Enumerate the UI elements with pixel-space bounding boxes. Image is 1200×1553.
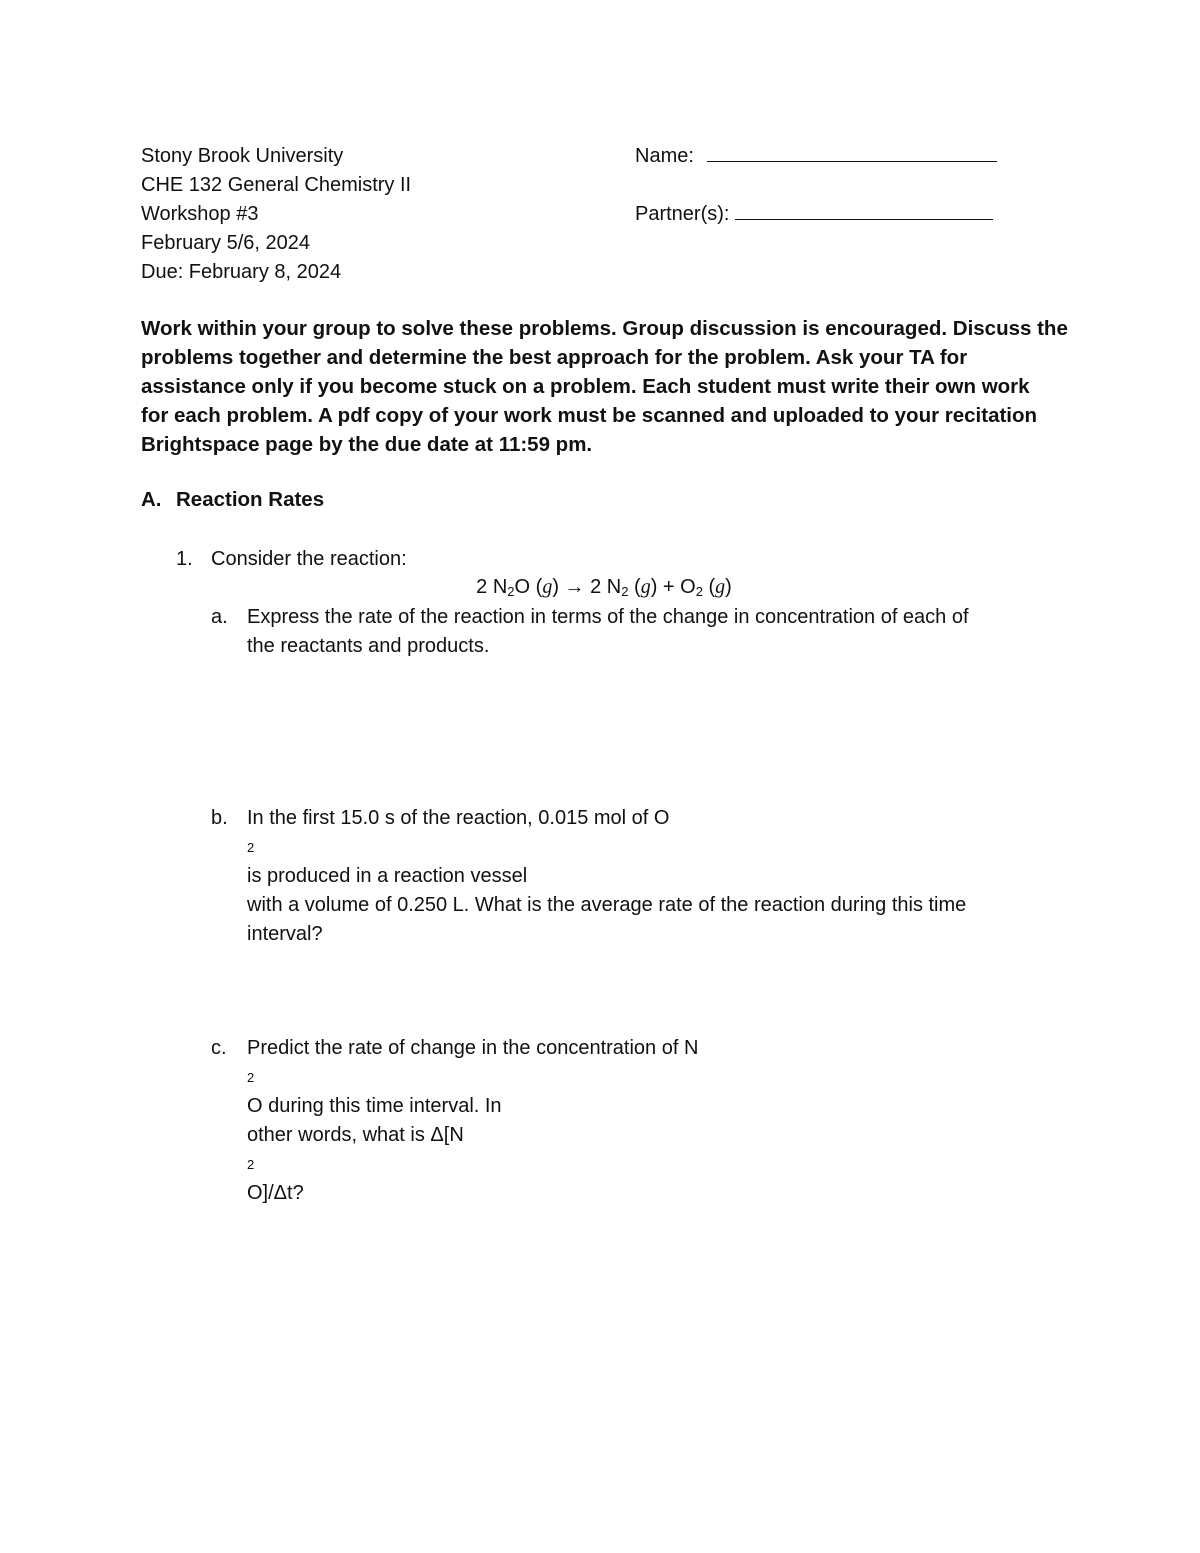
eq-part: ) + O — [650, 576, 696, 598]
part-a — [211, 603, 1071, 661]
eq-part: ) — [552, 576, 559, 598]
part-b — [211, 804, 1071, 949]
instructions-paragraph — [141, 314, 1068, 459]
eq-part: 2 N — [590, 576, 622, 598]
eq-part: O ( — [514, 576, 543, 598]
section-letter: A. — [141, 488, 162, 511]
instructions-line: Brightspace page by the due date at 11:59 pm. — [141, 433, 593, 456]
part-label: b. — [211, 807, 228, 829]
part-label: c. — [211, 1037, 227, 1059]
part-line: other words, what is Δ[N 2 O]/Δt? — [247, 1124, 464, 1204]
header-course: CHE 132 General Chemistry II — [141, 174, 412, 196]
reaction-arrow: → — [558, 576, 591, 598]
eq-phase: g — [640, 576, 651, 598]
header-workshop: Workshop #3 — [141, 203, 259, 225]
name-blank-line — [707, 143, 997, 162]
header-university: Stony Brook University — [141, 145, 344, 167]
header-date: February 5/6, 2024 — [141, 232, 310, 254]
part-line: with a volume of 0.250 L. What is the average rate of the reaction during this time — [247, 894, 967, 916]
eq-subscript: 2 — [695, 584, 703, 599]
header-due-date: Due: February 8, 2024 — [141, 261, 342, 283]
equation-content — [476, 573, 732, 606]
name-label: Name: — [635, 145, 694, 167]
partners-label: Partner(s): — [635, 203, 730, 225]
question-number: 1. — [176, 548, 193, 570]
eq-phase: g — [715, 576, 726, 598]
part-text — [247, 1034, 1071, 1208]
eq-part: ) — [725, 576, 732, 598]
part-text — [247, 603, 1071, 661]
eq-subscript: 2 — [507, 584, 515, 599]
eq-part: 2 N — [476, 576, 508, 598]
partners-blank-line — [735, 201, 993, 220]
part-c — [211, 1034, 1071, 1208]
instructions-line: assistance only if you become stuck on a problem. Each student must write their own work — [141, 375, 1030, 398]
part-line: Express the rate of the reaction in terms of the change in concentration of each of — [247, 606, 969, 628]
part-line: the reactants and products. — [247, 635, 490, 657]
reaction-equation — [0, 573, 1200, 606]
question-1 — [176, 545, 407, 573]
part-text — [247, 804, 1071, 949]
question-text: Consider the reaction: — [211, 548, 407, 570]
partners-field — [635, 200, 993, 228]
instructions-line: problems together and determine the best approach for the problem. Ask your TA for — [141, 346, 968, 369]
section-title: Reaction Rates — [176, 488, 325, 511]
section-heading — [141, 486, 324, 514]
eq-phase: g — [542, 576, 553, 598]
eq-part: ( — [628, 576, 641, 598]
name-field — [635, 142, 997, 170]
instructions-line: Work within your group to solve these problems. Group discussion is encouraged. Discuss the — [141, 317, 1068, 340]
part-line: In the first 15.0 s of the reaction, 0.015 mol of O 2 is produced in a reaction vessel — [247, 807, 670, 887]
eq-subscript: 2 — [621, 584, 629, 599]
part-label: a. — [211, 606, 228, 628]
part-line: Predict the rate of change in the concentration of N 2 O during this time interval. In — [247, 1037, 699, 1117]
instructions-line: for each problem. A pdf copy of your work must be scanned and uploaded to your recitation — [141, 404, 1038, 427]
eq-part: ( — [702, 576, 716, 598]
part-line: interval? — [247, 923, 323, 945]
